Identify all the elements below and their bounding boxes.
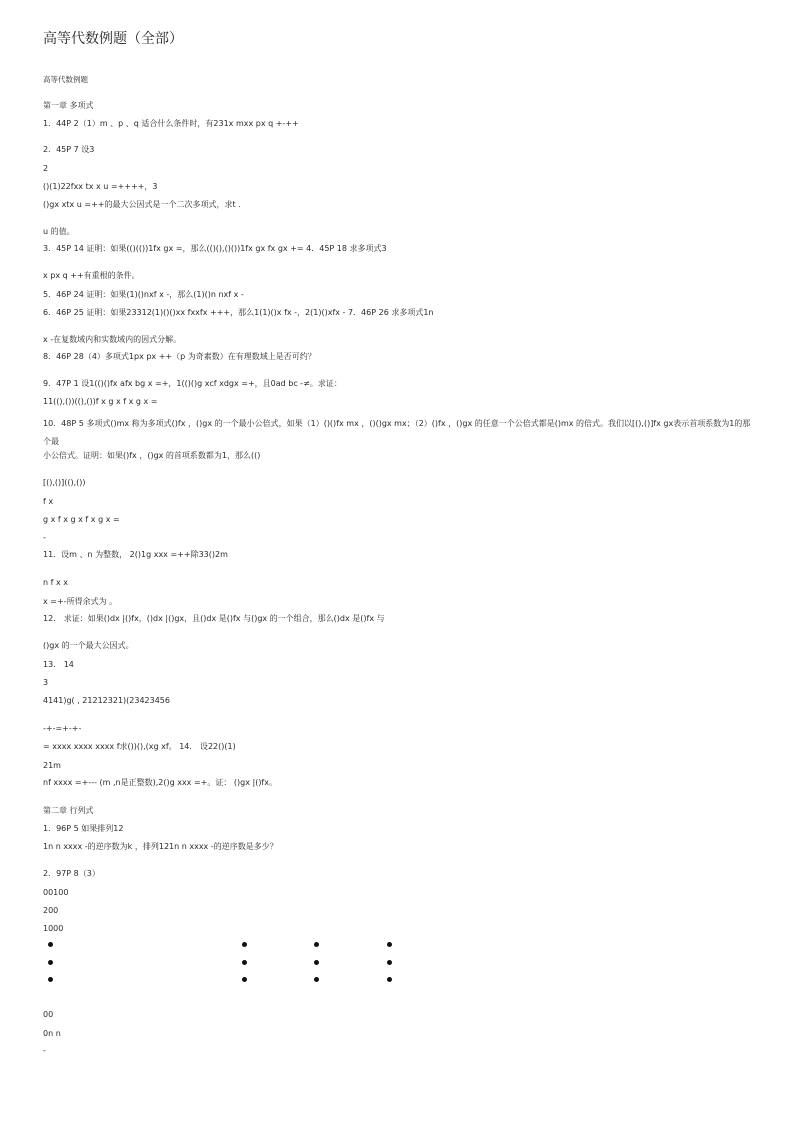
matrix-dot	[48, 960, 53, 965]
matrix-dot	[48, 977, 53, 982]
text-line: -+-=+-+-	[43, 724, 82, 733]
matrix-dot	[314, 977, 319, 982]
text-line: -	[43, 533, 46, 542]
text-line: 3	[43, 678, 49, 687]
text-line: 1．96P 5 如果排列12	[43, 824, 124, 833]
text-line: n f x x	[43, 578, 68, 587]
text-line: 小公倍式。证明：如果()fx ，()gx 的首项系数都为1，那么(()	[43, 451, 261, 460]
text-line: 2	[43, 164, 49, 173]
text-line: ()gx 的一个最大公因式。	[43, 641, 134, 650]
text-line: 12． 求证：如果()dx |()fx，()dx |()gx，且()dx 是()fx 与()gx 的一个组合，那么()dx 是()fx 与	[43, 614, 385, 623]
text-line: 1．44P 2（1）m 、p 、q 适合什么条件时，有231x mxx px q +-++	[43, 119, 299, 128]
matrix-dot	[387, 942, 392, 947]
matrix-dot	[242, 942, 247, 947]
subtitle-line: 高等代数例题	[43, 75, 88, 84]
text-line: 00	[43, 1010, 54, 1019]
text-line: 13． 14	[43, 660, 74, 669]
matrix-dot	[387, 977, 392, 982]
text-line: 4141)g( , 21212321)(23423456	[43, 696, 170, 705]
text-line: 3．45P 14 证明：如果(()(())1fx gx =，那么(()(),()())1fx gx fx gx += 4．45P 18 求多项式3	[43, 244, 387, 253]
text-line: 1n n xxxx -的逆序数为k ，排列121n n xxxx -的逆序数是多少？	[43, 842, 278, 851]
text-line: ()gx xtx u =++的最大公因式是一个二次多项式，求t .	[43, 200, 241, 209]
text-line: 11．设m 、n 为整数， 2()1g xxx =++除33()2m	[43, 550, 228, 559]
text-line: [(),()]((),())	[43, 478, 86, 487]
matrix-dot	[242, 977, 247, 982]
text-line: 8．46P 28（4）多项式1px px ++（p 为奇素数）在有理数域上是否可约？	[43, 352, 316, 361]
matrix-dot	[314, 942, 319, 947]
text-line: 200	[43, 906, 59, 915]
matrix-dot	[387, 960, 392, 965]
text-line: = xxxx xxxx xxxx f求())(),(xg xf。 14． 设22()(1)	[43, 742, 236, 751]
text-line: 00100	[43, 888, 69, 897]
text-line: 10．48P 5 多项式()mx 称为多项式()fx ，()gx 的一个最小公倍式，如果（1）()()fx mx ，()()gx mx；（2）()fx ，()gx 的任意一个公倍式都是()mx 的倍式。我们以[(),()]fx gx表示首项系数为1的那个最	[43, 419, 751, 446]
text-line: f x	[43, 497, 54, 506]
text-line: g x f x g x f x g x =	[43, 515, 120, 524]
document-title: 高等代数例题（全部）	[43, 31, 183, 47]
text-line: 1000	[43, 924, 64, 933]
text-line: x =+-所得余式为 。	[43, 597, 118, 606]
text-line: 6．46P 25 证明：如果23312(1)()()xx fxxfx +++，那么1(1)()x fx -，2(1)()xfx - 7．46P 26 求多项式1n	[43, 308, 434, 317]
matrix-dot	[314, 960, 319, 965]
text-line: 11((),())((),())f x g x f x g x =	[43, 397, 158, 406]
text-line: 21m	[43, 761, 61, 770]
chapter-heading: 第二章 行列式	[43, 806, 94, 815]
text-line: -	[43, 1046, 46, 1055]
text-line: nf xxxx =+--- (m ,n是正整数),2()g xxx =+。证： ()gx |()fx。	[43, 778, 277, 787]
text-line: 2．45P 7 设3	[43, 145, 95, 154]
text-line: 2．97P 8（3）	[43, 869, 100, 878]
text-line: 5．46P 24 证明：如果(1)()nxf x -，那么(1)()n nxf x -	[43, 290, 244, 299]
text-line: ()(1)22fxx tx x u =++++，3	[43, 182, 158, 191]
text-line: x px q ++有重根的条件。	[43, 271, 140, 280]
text-line: u 的值。	[43, 227, 75, 236]
matrix-dot	[48, 942, 53, 947]
text-line: 0n n	[43, 1029, 61, 1038]
chapter-heading: 第一章 多项式	[43, 101, 94, 110]
matrix-dot	[242, 960, 247, 965]
text-line: x -在复数域内和实数域内的因式分解。	[43, 335, 182, 344]
text-line: 9．47P 1 设1(()()fx afx bg x =+，1(()()g xcf xdgx =+，且0ad bc -≠。求证：	[43, 379, 342, 388]
